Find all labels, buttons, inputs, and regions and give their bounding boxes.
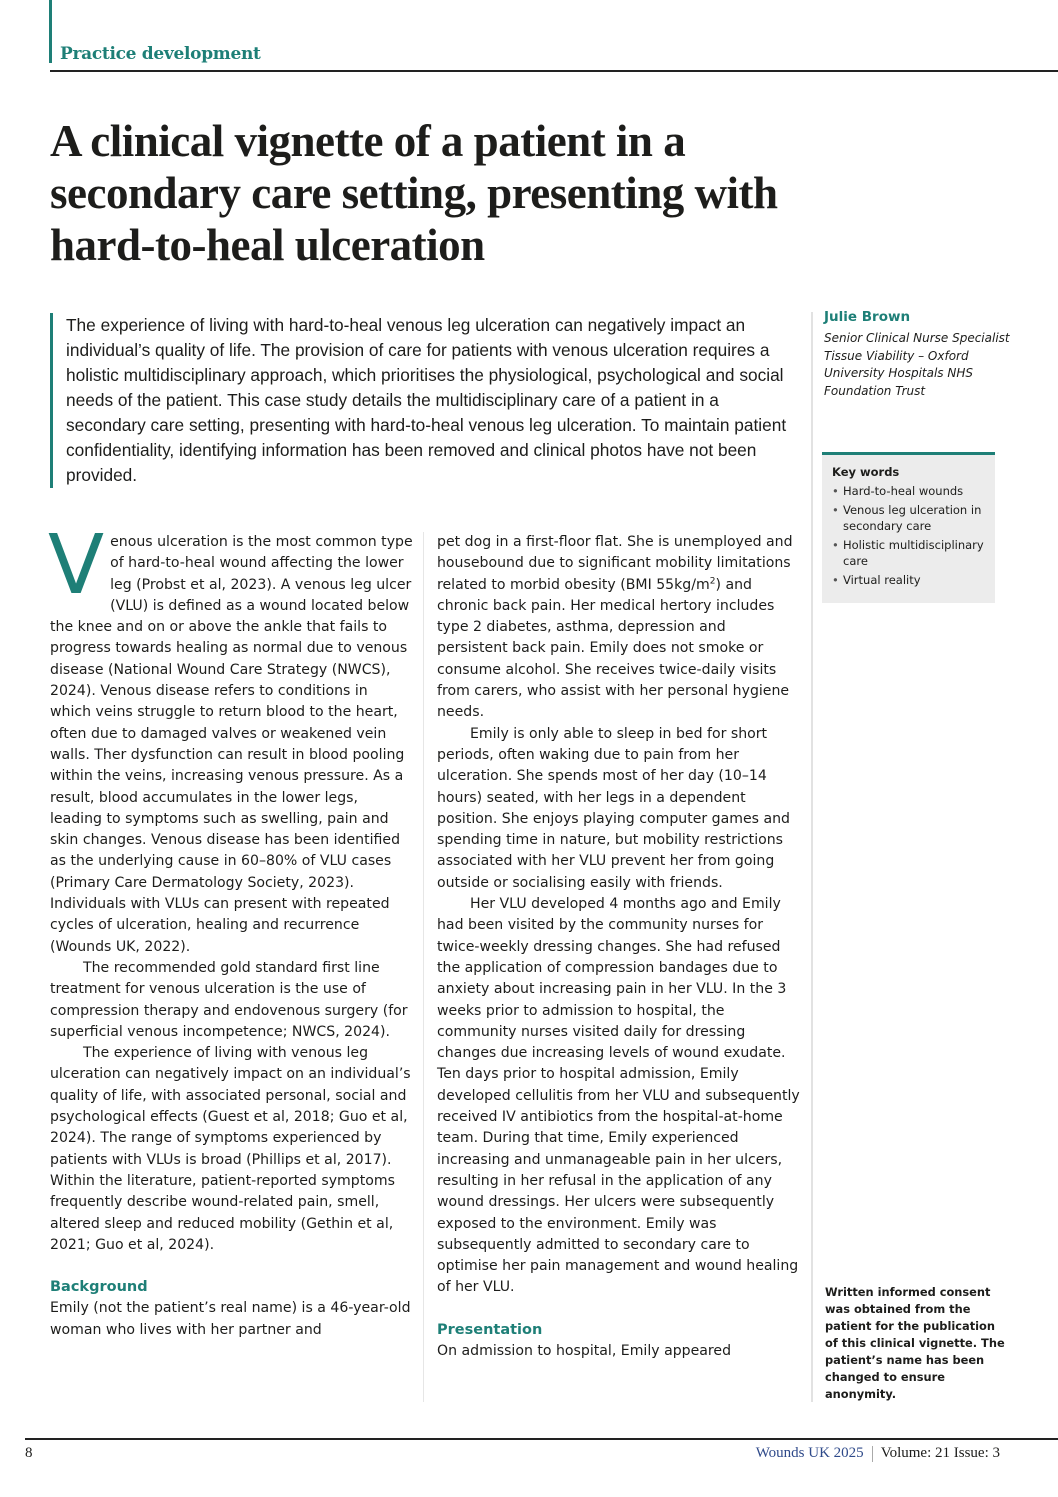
footer-rule <box>25 1438 1058 1440</box>
abstract-text: The experience of living with hard-to-heal venous leg ulceration can negatively impact an individual’s quality of life. The provision of care for patients with venous ulceration requires a holistic multidisciplinary approach, which prioritises the physiological, psychological and social needs of the patient. This case study details the multidisciplinary care of a patient in a secondary care setting, presenting with hard-to-heal venous leg ulceration. To maintain patient confidentiality, identifying information has been removed and clinical photos have not been provided. <box>66 315 787 485</box>
abstract <box>50 313 796 488</box>
body-paragraph <box>48 518 413 958</box>
body-column-left <box>48 518 413 1341</box>
article-title: A clinical vignette of a patient in a secondary care setting, presenting with hard-to-heal ulceration <box>50 116 778 270</box>
footer-separator <box>872 1446 873 1462</box>
body-paragraph: The experience of living with venous leg ulceration can negatively impact on an individual’s quality of life, with associated personal, social and psychological effects (Guest et al, 2018; Guo et al, 2024). The range of symptoms experienced by patients with VLUs is broad (Phillips et al, 2017). Within the literature, patient-reported symptoms frequently describe wound-related pain, smell, altered sleep and reduced mobility (Gethin et al, 2021; Guo et al, 2024). <box>50 1045 411 1253</box>
journal-name: Wounds UK 2025 <box>755 1445 864 1461</box>
body-paragraph: Her VLU developed 4 months ago and Emily had been visited by the community nurses for twice-weekly dressing changes. She had refused the application of compression bandages due to anxiety about increasing pain in her VLU. In the 3 weeks prior to admission to hospital, the community nurses visited daily for dressing changes due increasing levels of wound exudate. Ten days prior to hospital admission, Emily developed cellulitis from her VLU and subsequently received IV antibiotics from the hospital-at-home team. During that time, Emily experienced increasing and unmanageable pain in her ulcers, resulting in her refusal in the application of any wound dressings. Her ulcers were subsequently exposed to the environment. Emily was subsequently admitted to secondary care to optimise her pain management and wound healing of her VLU. <box>437 896 800 1296</box>
author-name: Julie Brown <box>824 309 911 325</box>
paragraph-text: enous ulceration is the most common type of hard-to-heal wound affecting the lower leg (Probst et al, 2023). A venous leg ulcer (VLU) is defined as a wound located below the knee and on or above the ankle that fails to progress towards healing as normal due to venous disease (National Wound Care Strategy (NWCS), 2024). Venous disease refers to conditions in which veins struggle to return blood to the heart, often due to damaged valves or weakened vein walls. Ther dysfunction can result in blood pooling within the veins, increasing venous pressure. As a result, blood accumulates in the lower legs, leading to symptoms such as swelling, pain and skin changes. Venous disease has been identified as the underlying cause in 60–80% of VLU cases (Primary Care Dermatology Society, 2023). Individuals with VLUs can present with repeated cycles of ulceration, healing and recurrence (Wounds UK, 2022). <box>50 534 413 955</box>
body-paragraph <box>437 532 800 724</box>
body-paragraph: On admission to hospital, Emily appeared <box>437 1342 732 1359</box>
consent-note: Written informed consent was obtained from the patient for the publication of this clinical vignette. The patient’s name has been changed to ensure anonymity. <box>825 1285 1005 1401</box>
paragraph-text: ) and chronic back pain. Her medical hertory includes type 2 diabetes, asthma, depression and persistent back pain. Emily does not smoke or consume alcohol. She receives twice-daily visits from carers, who assist with her personal hygiene needs. <box>437 576 790 721</box>
keywords-box <box>822 452 995 603</box>
keyword-item: • Holistic multidisciplinary care <box>832 537 987 570</box>
body-paragraph: Emily is only able to sleep in bed for short periods, often waking due to pain from her ulceration. She spends most of her day (10–14 hours) seated, with her legs in a dependent position. She enjoys playing computer games and spending time in nature, but mobility restrictions associated with her VLU prevent her from going outside or socialising easily with friends. <box>437 725 791 891</box>
footer-citation <box>756 1445 1000 1462</box>
body-paragraph: Emily (not the patient’s real name) is a 46-year-old woman who lives with her partner and <box>50 1300 411 1338</box>
sidebar-divider <box>811 312 813 1402</box>
body-paragraph: The recommended gold standard first line treatment for venous ulceration is the use of compression therapy and endovenous surgery (for superficial venous incompetence; NWCS, 2024). <box>50 959 408 1040</box>
author-affiliation: Senior Clinical Nurse Specialist Tissue Viability – Oxford University Hospitals NHS Foundation Trust <box>824 331 1010 398</box>
section-heading-background: Background <box>50 1279 148 1296</box>
issue-info: Volume: 21 Issue: 3 <box>880 1445 1000 1461</box>
section-label: Practice development <box>60 44 261 64</box>
column-divider <box>423 532 424 1402</box>
keyword-item: • Venous leg ulceration in secondary care <box>832 502 987 535</box>
author-block <box>824 309 1014 400</box>
page-number: 8 <box>25 1445 33 1461</box>
keyword-item: • Virtual reality <box>832 572 987 589</box>
header-rule <box>50 70 1058 72</box>
section-heading-presentation: Presentation <box>437 1321 543 1338</box>
header-accent-bar <box>49 0 52 63</box>
keywords-list <box>832 483 987 588</box>
superscript: 2 <box>709 575 716 586</box>
keyword-item: • Hard-to-heal wounds <box>832 483 987 500</box>
keywords-title: Key words <box>832 465 900 479</box>
drop-cap: V <box>48 518 105 613</box>
paragraph-text: pet dog in a first-floor flat. She is unemployed and housebound due to significant mobility limitations related to morbid obesity (BMI 55kg/m <box>437 534 793 593</box>
body-column-right <box>437 532 800 1362</box>
